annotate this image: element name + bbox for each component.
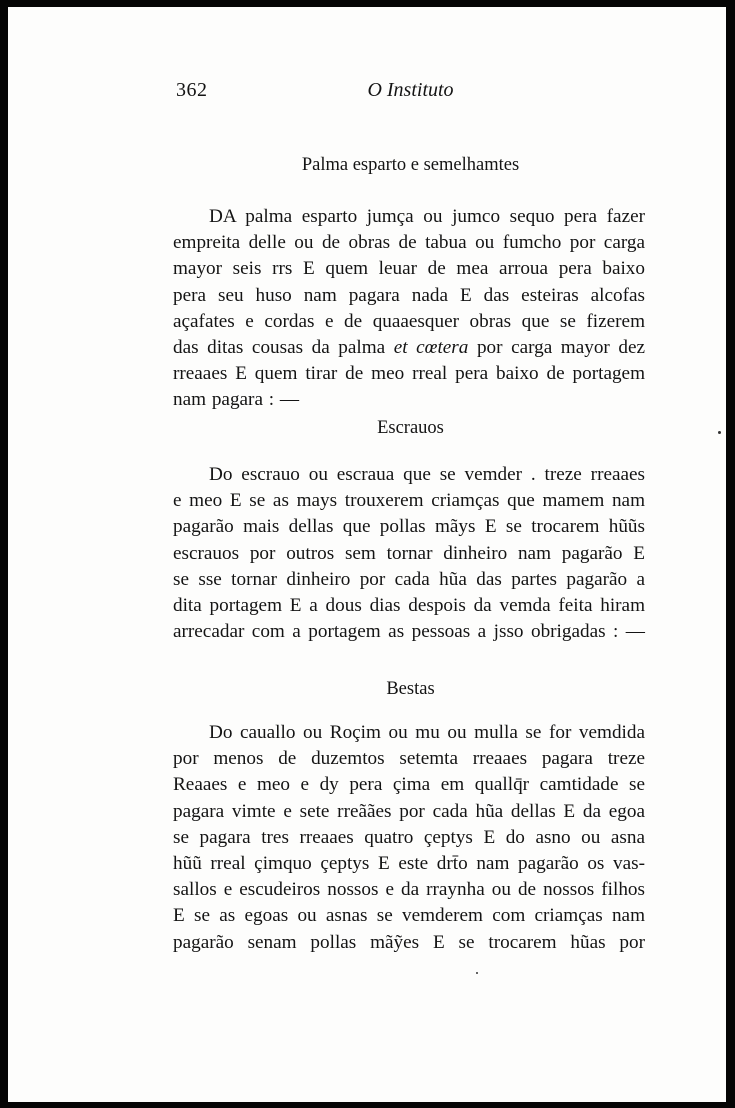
text-line: por menos de duzemtos setemta rreaaes pagara treze	[173, 748, 645, 770]
text-line: nam pagara : —	[173, 389, 300, 411]
text-segment: das ditas cousas da palma	[173, 336, 386, 358]
text-line: hũũ rreal çimquo çeptys E este drt̄o nam pagarão os vas-	[173, 852, 645, 874]
text-line: mayor seis rrs E quem leuar de mea arroua pera baixo	[173, 258, 645, 280]
text-line: Do escrauo ou escraua que se vemder . treze rreaaes	[209, 464, 645, 485]
text-line: pera seu huso nam pagara nada E das esteiras alcofas	[173, 284, 645, 306]
text-line: pagara vimte e sete rreãães por cada hũa dellas E da egoa	[173, 800, 645, 822]
running-head	[8, 79, 735, 109]
section-heading-palma: Palma esparto e semelhamtes	[301, 155, 520, 175]
section-heading-escrauos: Escrauos	[377, 418, 444, 438]
text-line	[173, 335, 645, 361]
text-line: se sse tornar dinheiro por cada hũa das partes pagarão a	[173, 568, 645, 590]
text-line: escrauos por outros sem tornar dinheiro nam pagarão E	[173, 542, 645, 564]
text-line: pagarão mais dellas que pollas mãys E se trocarem hũũs	[173, 516, 645, 538]
scan-speck	[718, 431, 721, 434]
text-line: se pagara tres rreaaes quatro çeptys E do asno ou asna	[173, 826, 645, 848]
text-line: sallos e escudeiros nossos e da rraynha ou de nossos filhos	[173, 879, 645, 901]
text-line: Reaaes e meo e dy pera çima em quallq̄r camtidade se	[173, 774, 645, 796]
italic-abbreviation: et cœtera	[393, 336, 469, 358]
text-line: arrecadar com a portagem as pessoas a jsso obrigadas : —	[173, 621, 645, 643]
journal-title: O Instituto	[367, 79, 454, 101]
text-line: DA palma esparto jumça ou jumco sequo pera fazer	[209, 206, 645, 227]
text-line: rreaaes E quem tirar de meo rreal pera baixo de portagem	[173, 363, 645, 385]
section-body-palma	[173, 204, 645, 414]
section-heading-bestas: Bestas	[386, 679, 435, 699]
text-line: dita portagem E a dous dias despois da vemda feita hiram	[173, 594, 645, 616]
text-line: Do cauallo ou Roçim ou mu ou mulla se for vemdida	[209, 722, 645, 743]
text-line: empreita delle ou de obras de tabua ou fumcho por carga	[173, 232, 645, 254]
section-body-bestas	[173, 720, 645, 956]
text-line: açafates e cordas e de quaaesquer obras que se fizerem	[173, 310, 645, 332]
text-line: pagarão senam pollas mãỹes E se trocarem hũas por	[173, 931, 645, 953]
text-line: E se as egoas ou asnas se vemderem com criamças nam	[173, 905, 645, 927]
scan-speck	[476, 972, 478, 974]
section-body-escrauos	[173, 462, 645, 645]
text-line: e meo E se as mays trouxerem criamças que mamem nam	[173, 490, 645, 512]
text-segment: por carga mayor dez	[476, 336, 646, 358]
page-number: 362	[176, 79, 208, 101]
